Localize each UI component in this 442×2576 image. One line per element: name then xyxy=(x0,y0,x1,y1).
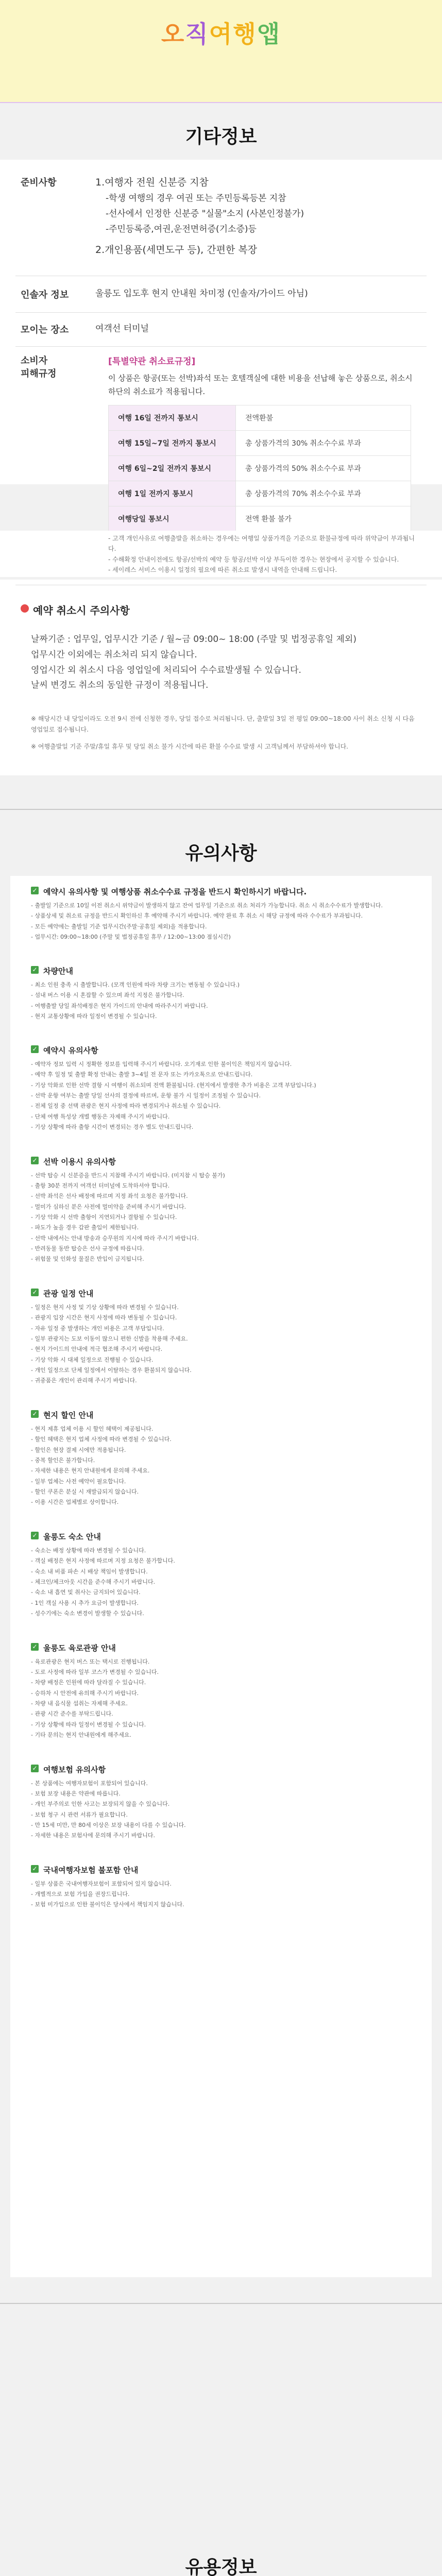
table-row: 여행당일 통보시 전액 환불 불가 xyxy=(109,506,411,532)
table-row: 여행 16일 전까지 통보시 전액환불 xyxy=(109,405,411,431)
meeting-label: 모이는 장소 xyxy=(21,325,69,335)
meeting-value: 여객선 터미널 xyxy=(95,324,149,334)
divider xyxy=(15,346,427,347)
table-row: 여행 1일 전까지 통보시 총 상품가격의 70% 취소수수료 부과 xyxy=(109,481,411,506)
category-heading: ✓ 관광 일정 안내 xyxy=(31,1288,93,1299)
alert-icon xyxy=(21,604,29,613)
category-body: - 육로관광은 현지 버스 또는 택시로 진행됩니다. - 도로 사정에 따라 일부 코스가 변경될 수 있습니다. - 차량 배정은 인원에 따라 달라질 수 있습니다. - 승하차 시 안전에 유의해 주시기 바랍니다. - 차량 내 음식물 섭취는 자제해 주세요. - 관광 시간 준수를 부탁드립니다. - 기상 상황에 따라 일정이 변경될 수 있습니다. - 기타 문의는 현지 안내원에게 해주세요. xyxy=(31,1658,159,1738)
prep-item: -학생 여행의 경우 여권 또는 주민등록등본 지참 xyxy=(106,193,286,204)
check-icon: ✓ xyxy=(31,1643,39,1651)
check-icon: ✓ xyxy=(31,1865,39,1873)
caution-block xyxy=(10,876,432,2277)
hero-banner xyxy=(0,0,442,103)
refund-heading: [특별약관 취소료규정] xyxy=(108,357,196,367)
category-heading: ✓ 여행보험 유의사항 xyxy=(31,1764,106,1775)
check-icon: ✓ xyxy=(31,1045,39,1053)
prep-item: 2.개인용품(세면도구 등), 간편한 복장 xyxy=(95,244,258,256)
cancel-title: 예약 취소시 주의사항 xyxy=(33,604,130,617)
cancel-notes: ※ 해당시간 내 당일이라도 오전 9시 전에 신청한 경우, 당일 접수로 처리됩니다. 단, 출발일 3일 전 평일 09:00~18:00 사이 취소 신청 시 다음 영업일로 접수됩니다. ※ 여행출발일 기준 주말/휴일 휴무 및 당일 취소 불가 시간에 따른 환불 수수료 발생 시 고객님께서 부담하셔야 합니다. xyxy=(31,715,415,750)
category-heading: ✓ 울릉도 숙소 안내 xyxy=(31,1531,101,1542)
section-title-useful: 유용정보 xyxy=(185,2557,257,2576)
category-heading: ✓ 국내여행자보험 불포함 안내 xyxy=(31,1865,138,1875)
category-body: - 일부 상품은 국내여행자보험이 포함되어 있지 않습니다. - 개별적으로 보험 가입을 권장드립니다. - 보험 미가입으로 인한 불이익은 당사에서 책임지지 않습니다. xyxy=(31,1880,184,1908)
category-heading: ✓ 차량안내 xyxy=(31,965,73,976)
check-icon: ✓ xyxy=(31,1410,39,1418)
refund-notes: - 고객 개인사유로 여행출발을 취소하는 경우에는 여행일 상품가격을 기준으로 환불규정에 따라 위약금이 부과됩니다. - 수해확정 안내이전에도 항공/선박의 예약 등 항공/선박 이상 부득이한 경우는 현장에서 공지할 수 있습니다. - 세이레스 서비스 이용시 일정의 필요에 따른 취소료 발생시 내역을 안내해 드립니다. xyxy=(108,535,415,574)
category-heading: ✓ 현지 할인 안내 xyxy=(31,1410,93,1420)
hero-divider xyxy=(0,102,442,103)
check-icon: ✓ xyxy=(31,966,39,974)
category-body: - 일정은 현지 사정 및 기상 상황에 따라 변경될 수 있습니다. - 관광지 입장 시간은 현지 사정에 따라 변동될 수 있습니다. - 자유 일정 중 발생하는 개인 비용은 고객 부담입니다. - 일부 관광지는 도보 이동이 많으니 편한 신발을 착용해 주세요. - 현지 가이드의 안내에 적극 협조해 주시기 바랍니다. - 기상 악화 시 대체 일정으로 진행될 수 있습니다. - 개인 일정으로 단체 일정에서 이탈하는 경우 환불되지 않습니다. - 귀중품은 개인이 관리해 주시기 바랍니다. xyxy=(31,1304,192,1384)
divider xyxy=(15,312,427,313)
cancel-info-block xyxy=(0,580,442,775)
table-row: 여행 6일~2일 전까지 통보시 총 상품가격의 50% 취소수수료 부과 xyxy=(109,456,411,481)
check-icon: ✓ xyxy=(31,1157,39,1164)
category-body: - 출발일 기준으로 10일 이전 취소시 위약금이 발생하지 않고 잔여 업무일 기준으로 취소 처리가 가능합니다. 취소 시 취소수수료가 발생합니다. - 상품상세 및 취소료 규정을 반드시 확인하신 후 예약해 주시기 바랍니다. 예약 완료 후 취소 시 해당 규정에 따라 수수료가 부과됩니다. - 모든 예약에는 출발일 기준 업무시간(주말·공휴일 제외)을 적용합니다. - 업무시간: 09:00~18:00 (주말 및 법정공휴일 휴무 / 12:00~13:00 점심시간) xyxy=(31,902,383,941)
category-heading: ✓ 울릉도 육로관광 안내 xyxy=(31,1642,116,1653)
category-heading: ✓ 선박 이용시 유의사항 xyxy=(31,1156,116,1167)
guide-value: 울릉도 입도후 현지 안내원 차미정 (인솔자/가이드 아님) xyxy=(95,289,308,299)
prep-item: -선사에서 인정한 신분증 "실물"소지 (사본인정불가) xyxy=(106,209,304,219)
prep-item: -주민등록증,여권,운전면허증(기소증)등 xyxy=(106,224,257,234)
prep-item: 1.여행자 전원 신분증 지참 xyxy=(95,177,209,188)
cancel-lines: 날짜기준 : 업무일, 업무시간 기준 / 월~금 09:00~ 18:00 (주말 및 법정공휴일 제외) 업무시간 이외에는 취소처리 되지 않습니다. 영업시간 외 취소시 다음 영업일에 처리되어 수수료발생될 수 있습니다. 날씨 변경도 취소의 동일한 규정이 적용됩니다. xyxy=(31,634,356,691)
category-heading: ✓ 예약시 유의사항 xyxy=(31,1045,98,1056)
check-icon: ✓ xyxy=(31,1765,39,1772)
category-body: - 숙소는 배정 상황에 따라 변경될 수 있습니다. - 객실 배정은 현지 사정에 따르며 지정 요청은 불가합니다. - 숙소 내 비품 파손 시 배상 책임이 발생합니다. - 체크인/체크아웃 시간을 준수해 주시기 바랍니다. - 숙소 내 흡연 및 취사는 금지되어 있습니다. - 1인 객실 사용 시 추가 요금이 발생합니다. - 성수기에는 숙소 변경이 발생할 수 있습니다. xyxy=(31,1547,175,1617)
prep-content xyxy=(95,174,304,259)
category-body: - 최소 인원 충족 시 출발합니다. (모객 인원에 따라 차량 크기는 변동될 수 있습니다.) - 섬내 버스 이용 시 혼잡할 수 있으며 좌석 지정은 불가합니다. - 여행출발 당일 좌석배정은 현지 가이드의 안내에 따라주시기 바랍니다. - 현지 교통상황에 따라 일정이 변경될 수 있습니다. xyxy=(31,981,240,1020)
section-title-caution: 유의사항 xyxy=(185,843,257,864)
refund-description: 이 상품은 항공(또는 선박)좌석 또는 호텔객실에 대한 비용을 선납해 놓은 상품으로, 취소시 하단의 취소료가 적용됩니다. xyxy=(108,374,413,396)
check-icon: ✓ xyxy=(31,887,39,894)
check-icon: ✓ xyxy=(31,1532,39,1539)
section-title-info: 기타정보 xyxy=(185,126,257,147)
check-icon: ✓ xyxy=(31,1289,39,1296)
category-body: - 선박 탑승 시 신분증을 반드시 지참해 주시기 바랍니다. (미지참 시 탑승 불가) - 출항 30분 전까지 여객선 터미널에 도착하셔야 합니다. - 선박 좌석은 선사 배정에 따르며 지정 좌석 요청은 불가합니다. - 멀미가 심하신 분은 사전에 멀미약을 준비해 주시기 바랍니다. - 기상 악화 시 선박 출항이 지연되거나 결항될 수 있습니다. - 파도가 높을 경우 갑판 출입이 제한됩니다. - 선박 내에서는 안내 방송과 승무원의 지시에 따라 주시기 바랍니다. - 반려동물 동반 탑승은 선사 규정에 따릅니다. - 위험물 및 인화성 물질은 반입이 금지됩니다. xyxy=(31,1172,225,1263)
section-divider xyxy=(0,809,442,810)
section-divider xyxy=(0,2303,442,2304)
guide-label: 인솔자 정보 xyxy=(21,290,69,300)
prep-label: 준비사항 xyxy=(21,177,57,188)
category-heading: ✓ 예약시 유의사항 및 여행상품 취소수수료 규정을 반드시 확인하시기 바랍니다. xyxy=(31,886,307,897)
category-body: - 본 상품에는 여행자보험이 포함되어 있습니다. - 보험 보장 내용은 약관에 따릅니다. - 개인 부주의로 인한 사고는 보장되지 않을 수 있습니다. - 보험 청구 시 관련 서류가 필요합니다. - 만 15세 미만, 만 80세 이상은 보장 내용이 다를 수 있습니다. - 자세한 내용은 보험사에 문의해 주시기 바랍니다. xyxy=(31,1780,186,1839)
refund-label: 소비자 피해규정 xyxy=(21,355,57,380)
category-body: - 예약자 정보 입력 시 정확한 정보를 입력해 주시기 바랍니다. 오기재로 인한 불이익은 책임지지 않습니다. - 예약 후 일정 및 출발 확정 안내는 출발 3~4일 전 문자 또는 카카오톡으로 안내드립니다. - 기상 악화로 인한 선박 결항 시 여행이 취소되며 전액 환불됩니다. (현지에서 발생한 추가 비용은 고객 부담입니다.) - 선박 운항 여부는 출발 당일 선사의 결정에 따르며, 운항 불가 시 일정이 조정될 수 있습니다. - 전체 일정 중 선택 관광은 현지 사정에 따라 변경되거나 취소될 수 있습니다. - 단체 여행 특성상 개별 행동은 자제해 주시기 바랍니다. - 기상 상황에 따라 출항 시간이 변경되는 경우 별도 안내드립니다. xyxy=(31,1061,316,1131)
category-body: - 현지 제휴 업체 이용 시 할인 혜택이 제공됩니다. - 할인 혜택은 현지 업체 사정에 따라 변경될 수 있습니다. - 할인은 현장 결제 시에만 적용됩니다. - 중복 할인은 불가합니다. - 자세한 내용은 현지 안내원에게 문의해 주세요. - 일부 업체는 사전 예약이 필요합니다. - 할인 쿠폰은 분실 시 재발급되지 않습니다. - 이용 시간은 업체별로 상이합니다. xyxy=(31,1426,172,1506)
table-row: 여행 15일~7일 전까지 통보시 총 상품가격의 30% 취소수수료 부과 xyxy=(109,431,411,456)
refund-table xyxy=(108,405,411,532)
brand-logo[interactable]: 오직여행앱 xyxy=(161,20,281,48)
